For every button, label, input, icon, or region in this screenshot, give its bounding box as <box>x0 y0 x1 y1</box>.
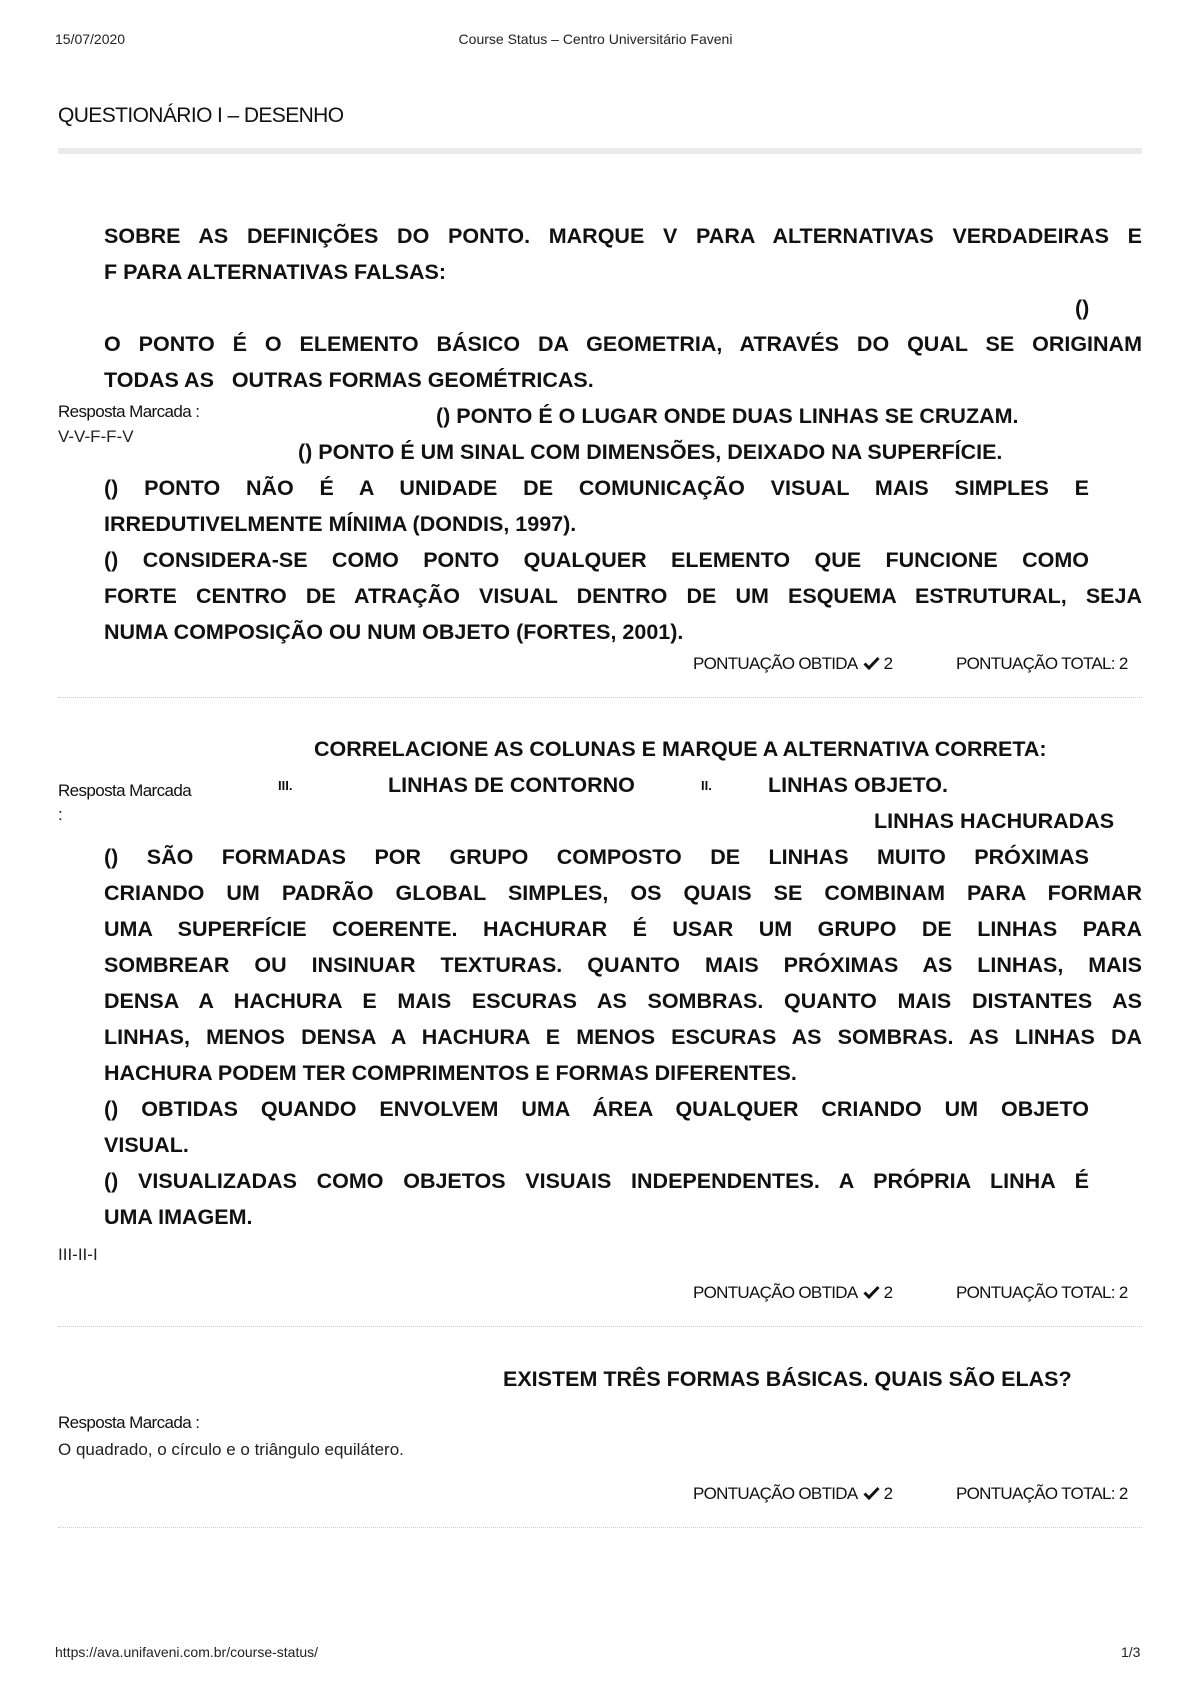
question-text-line: CORRELACIONE AS COLUNAS E MARQUE A ALTERNATIVA CORRETA: <box>314 737 1047 761</box>
score-obtained <box>693 1283 892 1303</box>
score-total: PONTUAÇÃO TOTAL: 2 <box>956 1484 1128 1503</box>
question-text-line: LINHAS OBJETO. <box>768 773 948 797</box>
answer-label: Resposta Marcada : <box>58 1413 200 1432</box>
answer-label: Resposta Marcada : <box>58 402 200 421</box>
question-text-line: VISUAL. <box>104 1133 189 1157</box>
score-obtained-label: PONTUAÇÃO OBTIDA <box>693 1484 857 1503</box>
question-text-line: () VISUALIZADAS COMO OBJETOS VISUAIS INDEPENDENTES. A PRÓPRIA LINHA É <box>104 1169 1089 1193</box>
question-text-line: CRIANDO UM PADRÃO GLOBAL SIMPLES, OS QUAIS SE COMBINAM PARA FORMAR <box>104 881 1142 905</box>
question-separator <box>58 1527 1142 1528</box>
score-obtained-label: PONTUAÇÃO OBTIDA <box>693 654 857 673</box>
question-text-line: FORTE CENTRO DE ATRAÇÃO VISUAL DENTRO DE UM ESQUEMA ESTRUTURAL, SEJA <box>104 584 1142 608</box>
score-total: PONTUAÇÃO TOTAL: 2 <box>956 654 1128 673</box>
question-text-line: LINHAS DE CONTORNO <box>388 773 635 797</box>
question-text-line: UMA SUPERFÍCIE COERENTE. HACHURAR É USAR UM GRUPO DE LINHAS PARA <box>104 917 1142 941</box>
answer-label-colon: : <box>58 805 63 824</box>
answer-label: Resposta Marcada <box>58 781 192 800</box>
question-text-line: () PONTO NÃO É A UNIDADE DE COMUNICAÇÃO VISUAL MAIS SIMPLES E <box>104 476 1089 500</box>
question-text-line: EXISTEM TRÊS FORMAS BÁSICAS. QUAIS SÃO ELAS? <box>503 1367 1072 1391</box>
column-roman-numeral: III. <box>278 778 293 793</box>
print-page-number: 1/3 <box>1121 1644 1141 1660</box>
answer-value: V-V-F-F-V <box>58 427 134 446</box>
score-obtained-label: PONTUAÇÃO OBTIDA <box>693 1283 857 1302</box>
question-text-line: () <box>1075 296 1090 320</box>
question-text-line: HACHURA PODEM TER COMPRIMENTOS E FORMAS DIFERENTES. <box>104 1061 797 1085</box>
check-icon <box>863 1486 880 1500</box>
question-text-line: NUMA COMPOSIÇÃO OU NUM OBJETO (FORTES, 2001). <box>104 620 684 644</box>
answer-value: III-II-I <box>58 1245 98 1264</box>
question-separator <box>58 1326 1142 1327</box>
question-text-line: SOBRE AS DEFINIÇÕES DO PONTO. MARQUE V PARA ALTERNATIVAS VERDADEIRAS E <box>104 224 1142 248</box>
score-obtained <box>693 654 892 674</box>
question-text-line: DENSA A HACHURA E MAIS ESCURAS AS SOMBRAS. QUANTO MAIS DISTANTES AS <box>104 989 1142 1013</box>
print-url: https://ava.unifaveni.com.br/course-status/ <box>55 1644 319 1660</box>
question-text-line: O PONTO É O ELEMENTO BÁSICO DA GEOMETRIA, ATRAVÉS DO QUAL SE ORIGINAM <box>104 332 1142 356</box>
check-icon <box>863 1285 880 1299</box>
question-text-line: LINHAS, MENOS DENSA A HACHURA E MENOS ESCURAS AS SOMBRAS. AS LINHAS DA <box>104 1025 1142 1049</box>
question-text-line: () CONSIDERA-SE COMO PONTO QUALQUER ELEMENTO QUE FUNCIONE COMO <box>104 548 1089 572</box>
question-text-line: UMA IMAGEM. <box>104 1205 253 1229</box>
question-text-line: TODAS AS OUTRAS FORMAS GEOMÉTRICAS. <box>104 368 594 392</box>
question-text-line: () PONTO É O LUGAR ONDE DUAS LINHAS SE CRUZAM. <box>436 404 1019 428</box>
quiz-title: QUESTIONÁRIO I – DESENHO <box>58 104 344 127</box>
score-obtained-value: 2 <box>883 654 893 673</box>
print-date: 15/07/2020 <box>55 31 126 47</box>
question-text-line: SOMBREAR OU INSINUAR TEXTURAS. QUANTO MAIS PRÓXIMAS AS LINHAS, MAIS <box>104 953 1142 977</box>
score-obtained-value: 2 <box>883 1484 893 1503</box>
score-obtained-value: 2 <box>883 1283 893 1302</box>
question-text-line: () SÃO FORMADAS POR GRUPO COMPOSTO DE LINHAS MUITO PRÓXIMAS <box>104 845 1089 869</box>
print-page-title: Course Status – Centro Universitário Faveni <box>458 31 733 47</box>
check-icon <box>863 656 880 670</box>
title-divider <box>58 148 1142 154</box>
question-text-line: () OBTIDAS QUANDO ENVOLVEM UMA ÁREA QUALQUER CRIANDO UM OBJETO <box>104 1097 1089 1121</box>
question-text-line: IRREDUTIVELMENTE MÍNIMA (DONDIS, 1997). <box>104 512 577 536</box>
question-text-line: LINHAS HACHURADAS <box>874 809 1115 833</box>
answer-value: O quadrado, o círculo e o triângulo equilátero. <box>58 1440 404 1459</box>
question-separator <box>58 697 1142 698</box>
score-obtained <box>693 1484 892 1504</box>
question-text-line: F PARA ALTERNATIVAS FALSAS: <box>104 260 446 284</box>
column-roman-numeral: II. <box>701 778 712 793</box>
question-text-line: () PONTO É UM SINAL COM DIMENSÕES, DEIXADO NA SUPERFÍCIE. <box>298 440 1003 464</box>
score-total: PONTUAÇÃO TOTAL: 2 <box>956 1283 1128 1302</box>
